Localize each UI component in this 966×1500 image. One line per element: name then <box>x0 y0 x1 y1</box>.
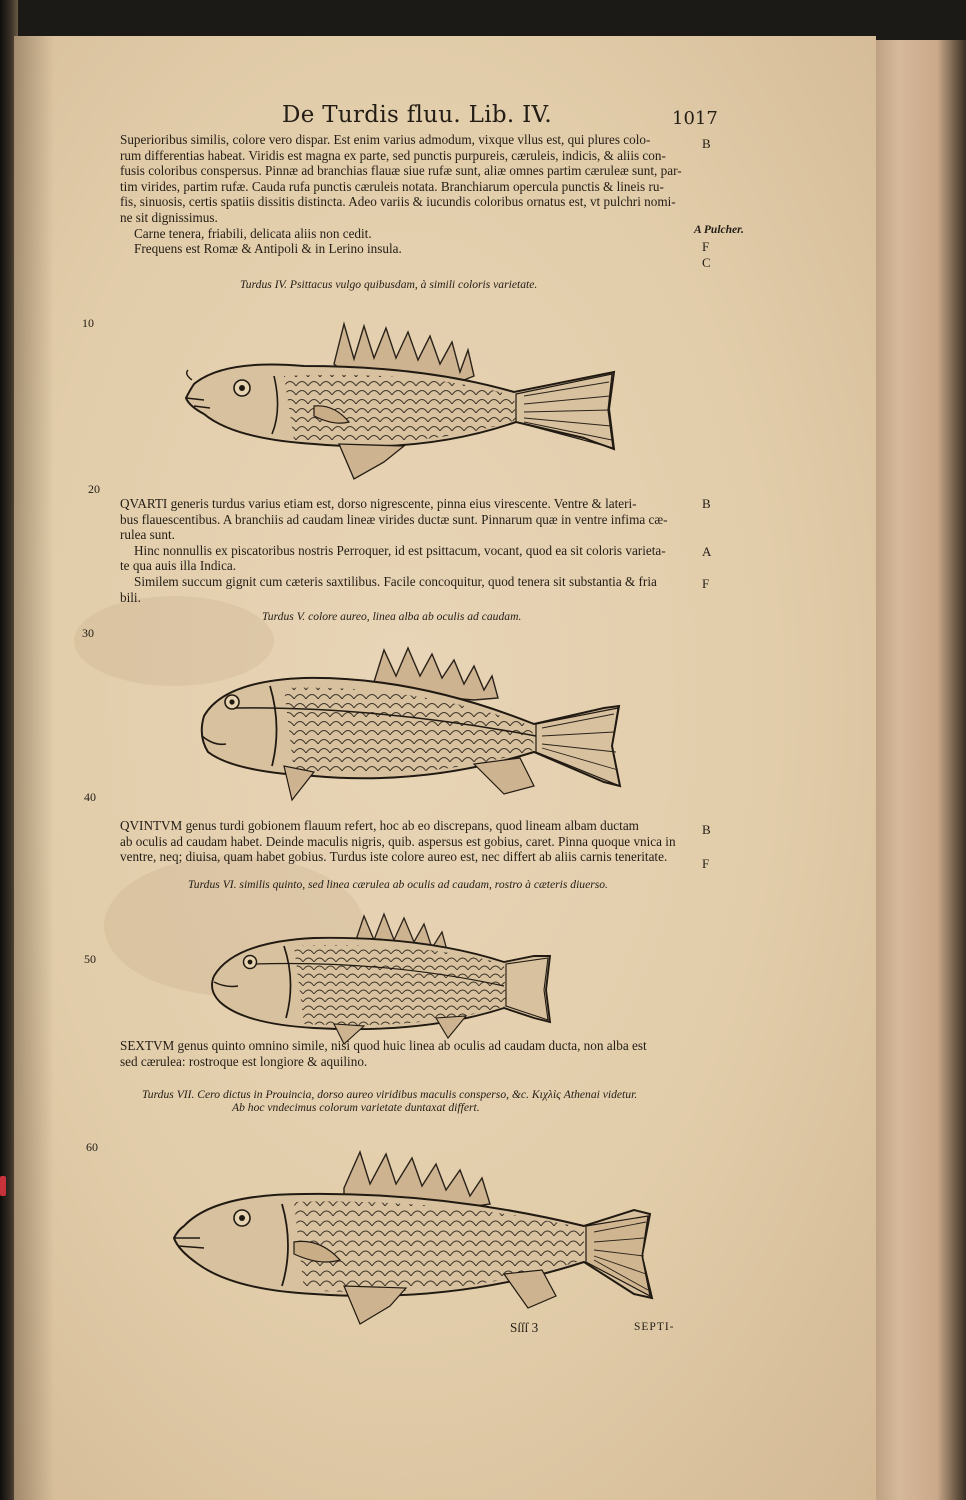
margin-letter: C <box>702 255 711 270</box>
red-bookmark-mark <box>0 1176 6 1196</box>
text-line: Frequens est Romæ & Antipoli & in Lerino insula. <box>134 241 402 257</box>
margin-letter: B <box>702 822 711 837</box>
line-number: 60 <box>86 1140 98 1154</box>
caption-turdus-4: Turdus IV. Psittacus vulgo quibusdam, à simili coloris varietate. <box>240 278 538 291</box>
running-head: De Turdis fluu. Lib. IV. <box>282 102 552 128</box>
catchword: SEPTI- <box>634 1321 675 1333</box>
text-line: Hinc nonnullis ex piscatoribus nostris Perroquer, id est psittacum, vocant, quod ea sit coloris varieta- <box>134 542 666 558</box>
text-line: ventre, neq; diuisa, quam habet gobius. Turdus iste colore aureo est, nec differt ab aliis carnis teneritate. <box>120 849 668 865</box>
text-line: QVINTVM genus turdi gobionem flauum refert, hoc ab eo discrepans, quod lineam albam ductam <box>120 818 639 833</box>
fish-woodcut-turdus-6 <box>204 906 604 1046</box>
line-number: 10 <box>82 316 94 330</box>
page-edges <box>870 40 966 1500</box>
page-gutter-shadow <box>14 36 54 1500</box>
text-line: ne sit dignissimus. <box>120 209 218 225</box>
text-line: sed cærulea: rostroque est longiore & aquilino. <box>120 1053 368 1069</box>
paragraph-turdus-5 <box>120 818 676 865</box>
text-line: rum differentias habeat. Viridis est magna ex parte, sed punctis purpureis, cæruleis, indicis, & aliis con- <box>120 147 666 163</box>
margin-letter: F <box>702 576 710 591</box>
text-line: ab oculis ad caudam habet. Deinde maculis nigris, quib. aspersus est gobius, caret. Pinna quoque vnica in <box>120 833 676 849</box>
text-line: te qua auis illa Indica. <box>120 558 237 574</box>
caption-turdus-6: Turdus VI. similis quinto, sed linea cærulea ab oculis ad caudam, rostro à cæteris diuerso. <box>188 878 608 891</box>
text-line: QVARTI generis turdus varius etiam est, dorso nigrescente, pinna eius virescente. Ventre & lateri- <box>120 496 637 511</box>
fish-woodcut-turdus-4 <box>164 314 634 484</box>
caption-turdus-7 <box>142 1088 637 1114</box>
line-number: 20 <box>88 482 100 496</box>
signature-mark: Sſſſ 3 <box>510 1320 539 1335</box>
paragraph-turdus-6 <box>120 1038 647 1069</box>
fish-woodcut-turdus-5 <box>174 636 644 806</box>
caption-line: Ab hoc vndecimus colorum varietate duntaxat differt. <box>232 1101 480 1114</box>
text-line: bili. <box>120 589 141 605</box>
line-number: 50 <box>84 952 96 966</box>
margin-letter: A <box>702 544 712 559</box>
fish-woodcut-turdus-7 <box>164 1146 674 1336</box>
text-line: Carne tenera, friabili, delicata aliis non cedit. <box>134 225 372 241</box>
text-line: Superioribus similis, colore vero dispar. Est enim varius admodum, vixque vllus est, qui plures colo- <box>120 132 651 147</box>
text-line: rulea sunt. <box>120 527 175 543</box>
caption-turdus-5: Turdus V. colore aureo, linea alba ab oculis ad caudam. <box>262 610 522 623</box>
text-line: SEXTVM genus quinto omnino simile, nisi quod huic linea ab oculis ad caudam ducta, non alba est <box>120 1038 647 1053</box>
text-line: fusis coloribus conspersus. Pinnæ ad branchias flauæ siue rufæ sunt, aliæ omnes partim cæruleæ sunt, par- <box>120 163 682 179</box>
line-number: 40 <box>84 790 96 804</box>
line-number: 30 <box>82 626 94 640</box>
text-line: Similem succum gignit cum cæteris saxtilibus. Facile concoquitur, quod tenera sit substantia & fria <box>134 573 657 589</box>
margin-letter: F <box>702 239 710 254</box>
margin-letter: B <box>702 496 711 511</box>
margin-letter: F <box>702 856 710 871</box>
text-line: fis, sinuosis, certis spatiis dissitis distincta. Adeo variis & iucundis coloribus ornatus est, vt pulchri nomi- <box>120 194 676 210</box>
text-line: tim virides, partim rufæ. Cauda rufa punctis cæruleis notata. Branchiarum opercula punctis & lineis ru- <box>120 178 664 194</box>
book-page <box>14 36 876 1500</box>
paragraph-turdus-3 <box>120 132 682 257</box>
page-number: 1017 <box>672 108 718 129</box>
text-line: bus flauescentibus. A branchiis ad caudam lineæ virides ductæ sunt. Pinnarum quæ in ventre infima cæ- <box>120 511 668 527</box>
caption-line: Turdus VII. Cero dictus in Prouincia, dorso aureo viridibus maculis consperso, &c. Κιχλὶς Athenai videtur. <box>142 1088 638 1101</box>
margin-note: A Pulcher. <box>694 224 744 236</box>
margin-letter: B <box>702 136 711 151</box>
paragraph-turdus-4 <box>120 496 668 605</box>
